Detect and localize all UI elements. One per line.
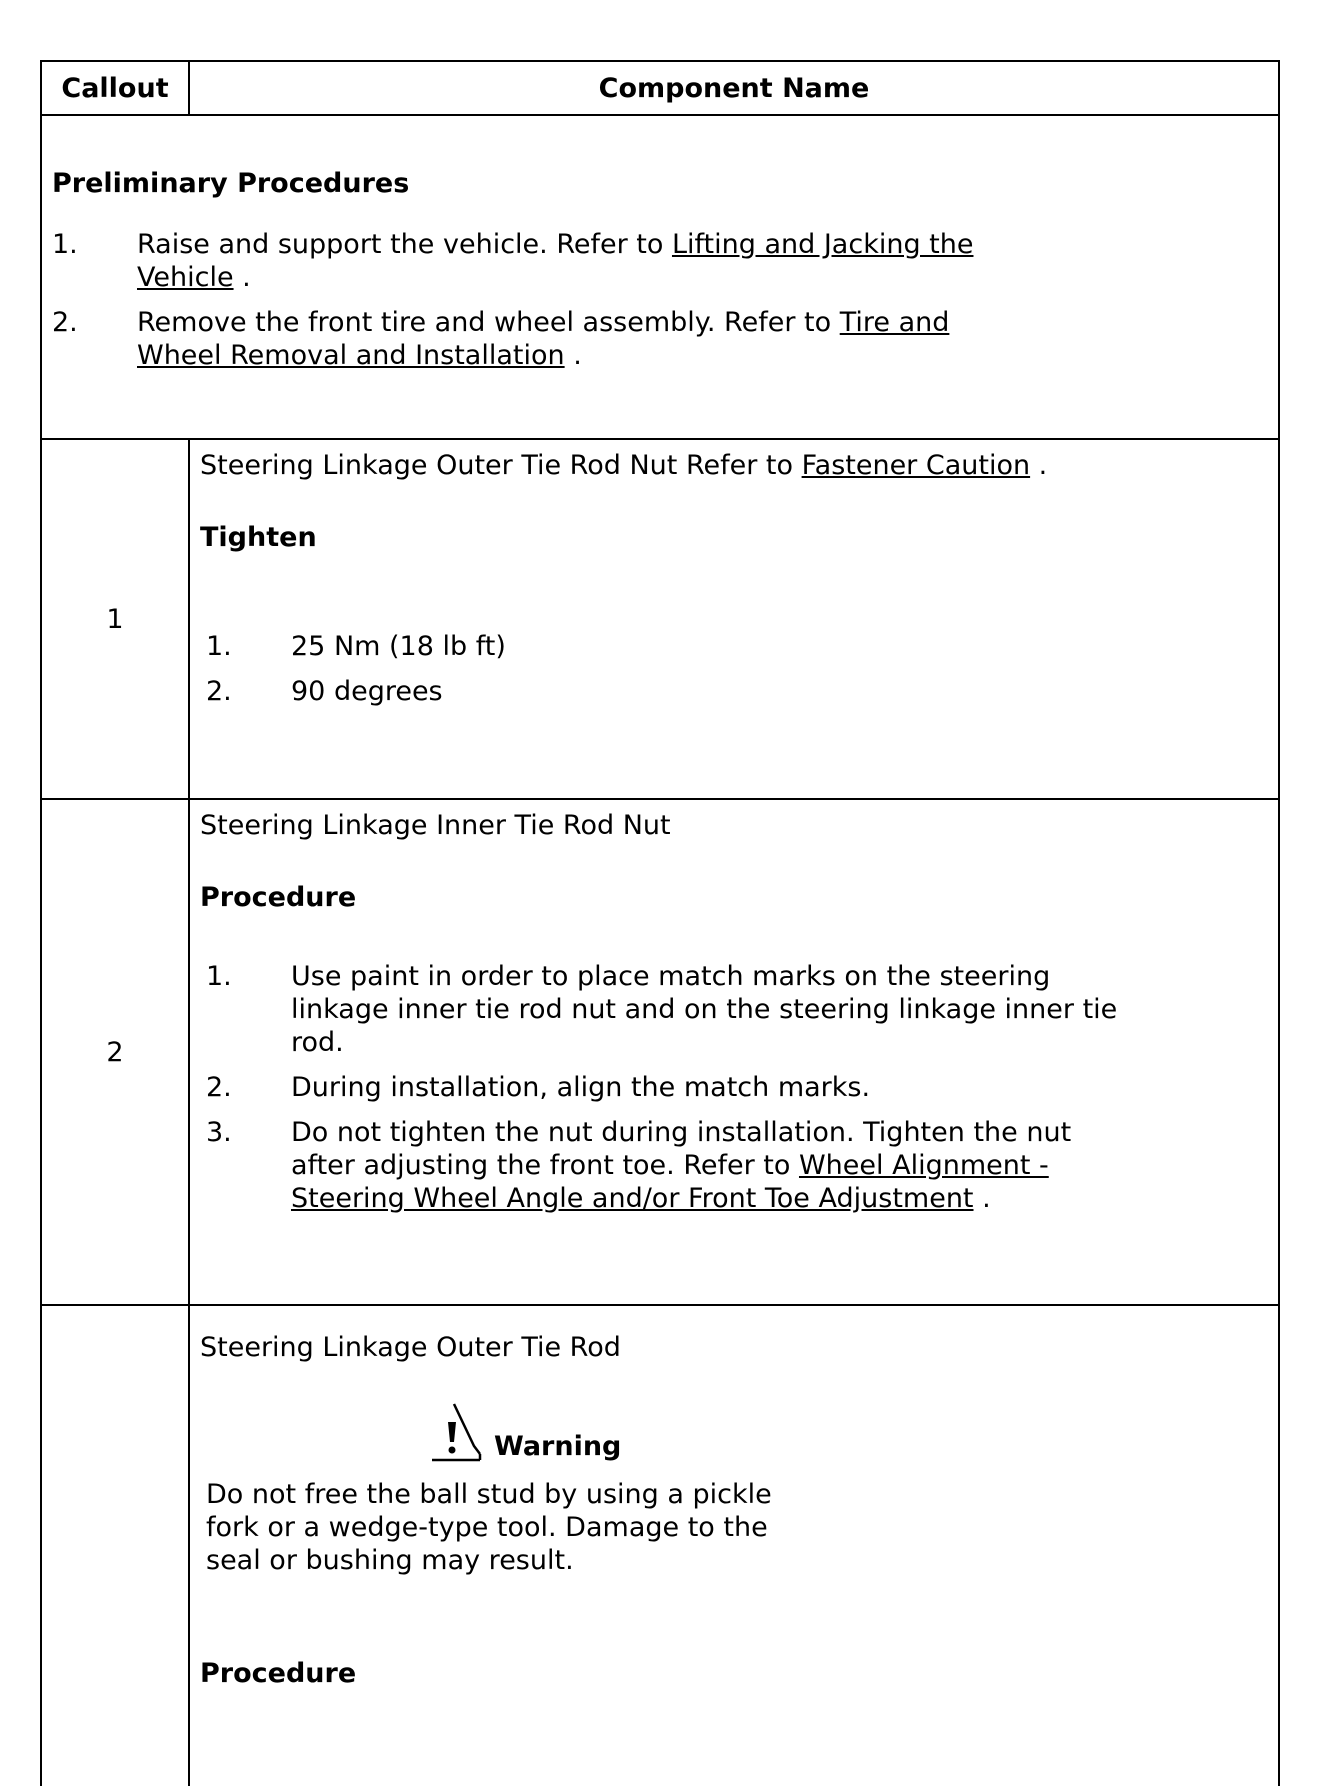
step-number: 1.	[52, 229, 78, 260]
preliminary-section	[42, 116, 1278, 440]
subhead-tighten: Tighten	[200, 522, 317, 553]
list-item	[206, 1071, 1126, 1104]
step-number: 2.	[52, 307, 78, 338]
header-callout: Callout	[42, 62, 190, 114]
procedure-steps	[206, 960, 1126, 1227]
table-row	[42, 440, 1278, 800]
step-number: 2.	[206, 1072, 232, 1103]
subhead-procedure: Procedure	[200, 1658, 357, 1689]
callout-cell	[42, 1306, 190, 1786]
step-text: During installation, align the match marks.	[291, 1072, 871, 1103]
table-header	[42, 62, 1278, 116]
list-item	[206, 960, 1126, 1059]
link-wheel-alignment[interactable]: Wheel Alignment - Steering Wheel Angle and/or Front Toe Adjustment	[291, 1150, 1049, 1214]
step-text: 90 degrees	[291, 676, 443, 707]
list-item	[206, 630, 1106, 663]
list-item	[206, 1116, 1126, 1215]
step-text: Remove the front tire and wheel assembly. Refer to	[137, 307, 840, 338]
component-title-suffix: .	[1030, 450, 1048, 481]
step-number: 1.	[206, 961, 232, 992]
tighten-steps	[206, 630, 1106, 720]
link-fastener-caution[interactable]: Fastener Caution	[801, 450, 1031, 481]
step-number: 3.	[206, 1117, 232, 1148]
list-item	[52, 228, 1052, 294]
component-cell	[200, 800, 1268, 1304]
warning-text: Do not free the ball stud by using a pickle fork or a wedge-type tool. Damage to the seal or bushing may result.	[206, 1479, 772, 1576]
link-lifting-jacking[interactable]: Lifting and Jacking the Vehicle	[137, 229, 974, 293]
subhead-procedure: Procedure	[200, 882, 357, 913]
preliminary-title: Preliminary Procedures	[52, 168, 410, 199]
step-suffix: .	[973, 1183, 991, 1214]
link-tire-wheel[interactable]: Tire and Wheel Removal and Installation	[137, 307, 950, 371]
warning-heading	[428, 1402, 621, 1466]
step-number: 1.	[206, 631, 232, 662]
step-suffix: .	[564, 340, 582, 371]
table-row	[42, 800, 1278, 1306]
callout-cell: 1	[42, 440, 190, 798]
callout-cell: 2	[42, 800, 190, 1304]
warning-icon	[428, 1402, 484, 1466]
step-suffix: .	[233, 262, 251, 293]
step-text: Do not tighten the nut during installation. Tighten the nut after adjusting the front toe. Refer to	[291, 1117, 1072, 1181]
list-item	[52, 306, 977, 372]
component-cell	[200, 440, 1268, 798]
preliminary-steps	[52, 228, 1052, 384]
header-component-name: Component Name	[598, 72, 870, 104]
step-text: Raise and support the vehicle. Refer to	[137, 229, 672, 260]
table-row	[42, 1306, 1278, 1786]
warning-label: Warning	[494, 1431, 622, 1462]
step-text: 25 Nm (18 lb ft)	[291, 631, 506, 662]
component-title	[200, 450, 1047, 481]
component-title: Steering Linkage Outer Tie Rod	[200, 1332, 621, 1363]
component-title: Steering Linkage Inner Tie Rod Nut	[200, 810, 671, 841]
step-number: 2.	[206, 676, 232, 707]
step-text: Use paint in order to place match marks on the steering linkage inner tie rod nut and on the steering linkage inner tie rod.	[291, 961, 1118, 1058]
component-table	[40, 60, 1280, 1786]
list-item	[206, 675, 1106, 708]
component-title-text: Steering Linkage Outer Tie Rod Nut Refer to	[200, 450, 802, 481]
